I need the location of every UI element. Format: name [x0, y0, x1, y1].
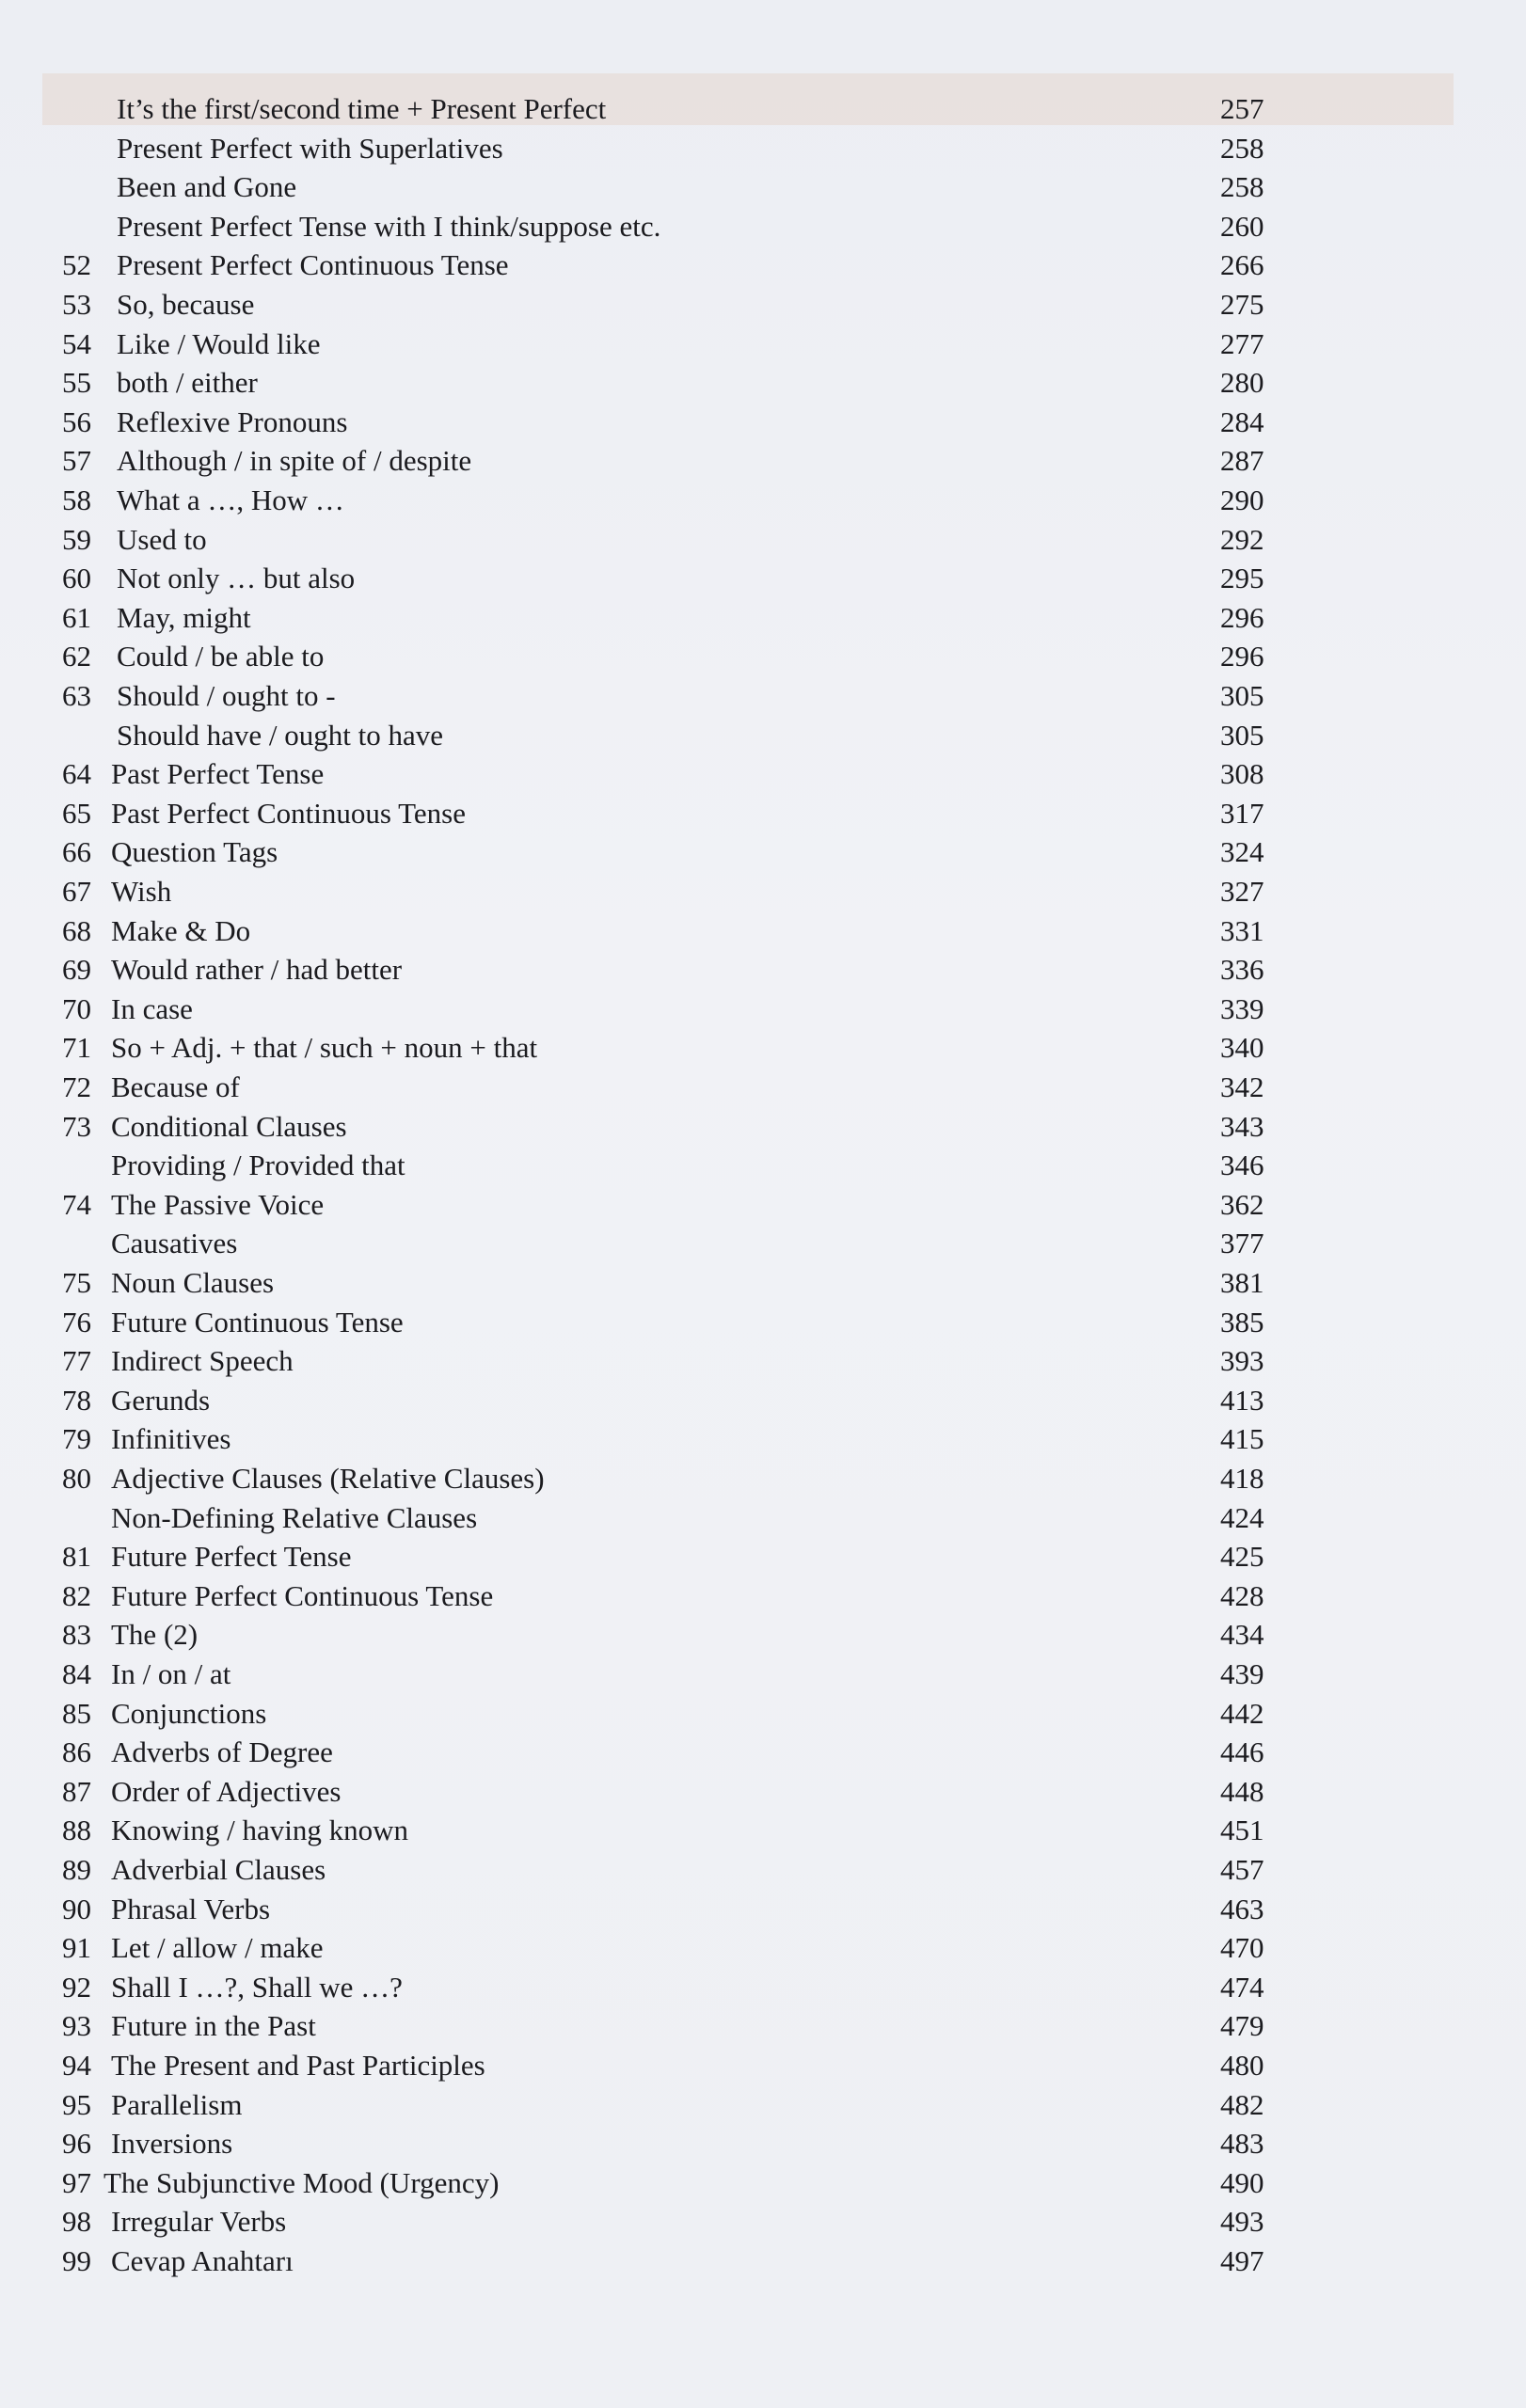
toc-entry-page-number: 480 [1220, 2049, 1264, 2082]
toc-entry-number: 84 [62, 1657, 91, 1690]
toc-entry-number: 68 [62, 913, 91, 947]
toc-entry-title: In / on / at [111, 1657, 231, 1690]
toc-entry [0, 990, 1526, 1029]
toc-entry [0, 1498, 1526, 1538]
toc-entry-page-number: 257 [1220, 92, 1264, 125]
toc-entry-page-number: 290 [1220, 483, 1264, 516]
toc-entry-page-number: 490 [1220, 2165, 1264, 2199]
toc-entry [0, 2085, 1526, 2125]
toc-entry-page-number: 448 [1220, 1774, 1264, 1808]
toc-entry-title: Let / allow / make [111, 1931, 324, 1965]
toc-entry-page-number: 340 [1220, 1031, 1264, 1065]
toc-entry-title: both / either [117, 366, 258, 400]
toc-entry-title: Phrasal Verbs [111, 1892, 271, 1925]
toc-entry-page-number: 260 [1220, 209, 1264, 243]
toc-entry-page-number: 446 [1220, 1735, 1264, 1769]
toc-entry-number: 86 [62, 1735, 91, 1769]
toc-entry [0, 832, 1526, 872]
toc-entry [0, 129, 1526, 168]
toc-entry-number: 65 [62, 796, 91, 830]
toc-entry-page-number: 258 [1220, 170, 1264, 204]
toc-entry-page-number: 331 [1220, 913, 1264, 947]
toc-entry-title: The Present and Past Participles [111, 2049, 485, 2082]
toc-entry-title: Past Perfect Continuous Tense [111, 796, 466, 830]
toc-entry-page-number: 428 [1220, 1578, 1264, 1612]
toc-entry-title: Could / be able to [117, 640, 325, 673]
toc-entry-page-number: 497 [1220, 2244, 1264, 2277]
toc-entry-title: Future in the Past [111, 2009, 316, 2043]
toc-entry-title: Reflexive Pronouns [117, 404, 348, 438]
toc-entry-title: Like / Would like [117, 326, 321, 360]
toc-entry-page-number: 305 [1220, 718, 1264, 752]
toc-entry-number: 67 [62, 875, 91, 908]
toc-entry-number: 52 [62, 248, 91, 282]
toc-entry-title: Not only … but also [117, 562, 356, 595]
toc-entry-title: Although / in spite of / despite [117, 444, 472, 478]
toc-entry [0, 285, 1526, 325]
toc-entry-title: Question Tags [111, 835, 278, 869]
toc-entry-title: Gerunds [111, 1383, 211, 1417]
toc-entry-page-number: 385 [1220, 1305, 1264, 1339]
toc-entry [0, 1850, 1526, 1890]
toc-entry-number: 73 [62, 1109, 91, 1143]
toc-entry-number: 91 [62, 1931, 91, 1965]
toc-entry-title: Future Perfect Continuous Tense [111, 1578, 494, 1612]
toc-entry-title: Adverbial Clauses [111, 1853, 326, 1886]
toc-entry-title: Make & Do [111, 913, 251, 947]
toc-entry [0, 1811, 1526, 1850]
toc-entry-page-number: 317 [1220, 796, 1264, 830]
toc-entry-title: The Passive Voice [111, 1187, 325, 1221]
toc-entry [0, 2163, 1526, 2203]
toc-entry [0, 1263, 1526, 1303]
toc-entry [0, 716, 1526, 755]
toc-entry-page-number: 287 [1220, 444, 1264, 478]
toc-entry-page-number: 377 [1220, 1227, 1264, 1260]
toc-entry-number: 88 [62, 1814, 91, 1847]
toc-entry-page-number: 451 [1220, 1814, 1264, 1847]
toc-entry [0, 598, 1526, 638]
toc-entry [0, 2124, 1526, 2163]
toc-entry-number: 62 [62, 640, 91, 673]
toc-entry-number: 82 [62, 1578, 91, 1612]
toc-entry-page-number: 296 [1220, 600, 1264, 634]
toc-entry-page-number: 336 [1220, 953, 1264, 987]
toc-entry [0, 481, 1526, 520]
toc-entry-title: Irregular Verbs [111, 2205, 287, 2239]
toc-entry-number: 92 [62, 1970, 91, 2004]
toc-entry-number: 94 [62, 2049, 91, 2082]
toc-entry-title: Indirect Speech [111, 1344, 294, 1378]
toc-entry [0, 520, 1526, 560]
toc-entry-number: 83 [62, 1618, 91, 1652]
toc-entry-number: 70 [62, 991, 91, 1025]
toc-entry [0, 2006, 1526, 2046]
toc-entry-number: 81 [62, 1540, 91, 1574]
toc-entry [0, 2242, 1526, 2281]
toc-entry-number: 61 [62, 600, 91, 634]
toc-entry [0, 950, 1526, 990]
toc-entry-page-number: 479 [1220, 2009, 1264, 2043]
toc-entry-title: Adverbs of Degree [111, 1735, 333, 1769]
toc-entry-title: Adjective Clauses (Relative Clauses) [111, 1462, 545, 1495]
toc-entry-title: Noun Clauses [111, 1266, 275, 1299]
toc-entry-page-number: 470 [1220, 1931, 1264, 1965]
toc-entry-number: 95 [62, 2087, 91, 2121]
toc-entry-page-number: 418 [1220, 1462, 1264, 1495]
toc-entry [0, 1537, 1526, 1576]
toc-entry-page-number: 413 [1220, 1383, 1264, 1417]
toc-entry [0, 207, 1526, 246]
toc-entry-title: Conjunctions [111, 1696, 267, 1730]
toc-entry-title: The Subjunctive Mood (Urgency) [103, 2165, 500, 2199]
toc-entry [0, 1185, 1526, 1225]
toc-entry-page-number: 296 [1220, 640, 1264, 673]
toc-entry-number: 96 [62, 2127, 91, 2161]
toc-entry-page-number: 415 [1220, 1422, 1264, 1456]
toc-entry [0, 676, 1526, 716]
toc-entry [0, 2046, 1526, 2085]
toc-entry-title: Causatives [111, 1227, 238, 1260]
toc-entry-page-number: 434 [1220, 1618, 1264, 1652]
toc-entry [0, 167, 1526, 207]
toc-entry-title: So, because [117, 288, 255, 321]
toc-entry-title: Present Perfect Tense with I think/suppose etc. [117, 209, 661, 243]
toc-entry-page-number: 324 [1220, 835, 1264, 869]
toc-entry [0, 1968, 1526, 2007]
toc-entry-number: 59 [62, 522, 91, 556]
toc-entry [0, 1615, 1526, 1655]
toc-entry-page-number: 474 [1220, 1970, 1264, 2004]
toc-entry [0, 1928, 1526, 1968]
toc-entry-title: Providing / Provided that [111, 1149, 405, 1182]
toc-entry-number: 64 [62, 757, 91, 791]
toc-entry-title: Because of [111, 1070, 240, 1103]
toc-entry-number: 72 [62, 1070, 91, 1103]
toc-entry-title: The (2) [111, 1618, 199, 1652]
toc-entry-title: Non-Defining Relative Clauses [111, 1500, 478, 1534]
toc-entry-page-number: 339 [1220, 991, 1264, 1025]
toc-entry-page-number: 425 [1220, 1540, 1264, 1574]
toc-entry-page-number: 482 [1220, 2087, 1264, 2121]
toc-entry-page-number: 266 [1220, 248, 1264, 282]
toc-entry-page-number: 493 [1220, 2205, 1264, 2239]
toc-entry [0, 1459, 1526, 1498]
toc-entry-page-number: 362 [1220, 1187, 1264, 1221]
toc-entry-number: 85 [62, 1696, 91, 1730]
toc-entry-title: Been and Gone [117, 170, 297, 204]
toc-entry [0, 1303, 1526, 1342]
toc-entry [0, 363, 1526, 403]
toc-entry [0, 1733, 1526, 1772]
toc-entry [0, 1341, 1526, 1381]
toc-entry-title: Parallelism [111, 2087, 243, 2121]
toc-entry-title: Wish [111, 875, 172, 908]
toc-entry [0, 325, 1526, 364]
toc-entry [0, 1772, 1526, 1812]
toc-entry-number: 78 [62, 1383, 91, 1417]
toc-entry-page-number: 284 [1220, 404, 1264, 438]
toc-entry-page-number: 292 [1220, 522, 1264, 556]
toc-entry-number: 79 [62, 1422, 91, 1456]
toc-entry [0, 794, 1526, 833]
toc-entry-number: 53 [62, 288, 91, 321]
toc-entry-title: Knowing / having known [111, 1814, 409, 1847]
toc-entry-number: 56 [62, 404, 91, 438]
toc-entry-number: 77 [62, 1344, 91, 1378]
toc-entry-title: So + Adj. + that / such + noun + that [111, 1031, 538, 1065]
toc-entry-number: 80 [62, 1462, 91, 1495]
toc-entry-title: Used to [117, 522, 207, 556]
toc-entry [0, 911, 1526, 951]
toc-entry [0, 1576, 1526, 1616]
toc-entry [0, 1107, 1526, 1147]
toc-entry [0, 1890, 1526, 1929]
toc-entry [0, 403, 1526, 442]
toc-entry [0, 1419, 1526, 1459]
toc-entry [0, 637, 1526, 676]
toc-entry-number: 63 [62, 679, 91, 712]
toc-entry-number: 93 [62, 2009, 91, 2043]
toc-entry-title: What a …, How … [117, 483, 344, 516]
toc-entry-title: Past Perfect Tense [111, 757, 325, 791]
toc-entry-page-number: 295 [1220, 562, 1264, 595]
toc-entry-number: 66 [62, 835, 91, 869]
toc-entry-title: It’s the first/second time + Present Perfect [117, 92, 607, 125]
toc-entry [0, 441, 1526, 481]
toc-entry-number: 97 [62, 2165, 91, 2199]
toc-entry-number: 87 [62, 1774, 91, 1808]
toc-entry-title: Would rather / had better [111, 953, 403, 987]
toc-entry-number: 55 [62, 366, 91, 400]
toc-entry-number: 69 [62, 953, 91, 987]
toc-entry-page-number: 342 [1220, 1070, 1264, 1103]
toc-entry-title: Cevap Anahtarı [111, 2244, 294, 2277]
toc-entry-number: 60 [62, 562, 91, 595]
toc-entry-page-number: 381 [1220, 1266, 1264, 1299]
toc-entry-page-number: 346 [1220, 1149, 1264, 1182]
toc-entry [0, 1655, 1526, 1694]
toc-entry-number: 74 [62, 1187, 91, 1221]
toc-entry-page-number: 393 [1220, 1344, 1264, 1378]
toc-entry [0, 754, 1526, 794]
toc-entry-page-number: 463 [1220, 1892, 1264, 1925]
toc-entry-number: 89 [62, 1853, 91, 1886]
toc-entry-page-number: 457 [1220, 1853, 1264, 1886]
toc-entry-number: 54 [62, 326, 91, 360]
toc-entry-page-number: 308 [1220, 757, 1264, 791]
toc-entry-page-number: 327 [1220, 875, 1264, 908]
toc-entry-page-number: 277 [1220, 326, 1264, 360]
toc-entry-title: Future Perfect Tense [111, 1540, 352, 1574]
toc-entry-number: 90 [62, 1892, 91, 1925]
toc-entry-title: Future Continuous Tense [111, 1305, 404, 1339]
toc-entry-title: Infinitives [111, 1422, 231, 1456]
toc-entry [0, 246, 1526, 285]
toc-entry-page-number: 280 [1220, 366, 1264, 400]
toc-entry [0, 1028, 1526, 1068]
toc-entry [0, 1068, 1526, 1107]
toc-entry-page-number: 442 [1220, 1696, 1264, 1730]
toc-entry [0, 1694, 1526, 1734]
toc-entry [0, 559, 1526, 598]
toc-entry [0, 89, 1526, 129]
toc-entry-title: May, might [117, 600, 251, 634]
toc-entry-page-number: 258 [1220, 131, 1264, 165]
toc-entry-title: Conditional Clauses [111, 1109, 347, 1143]
toc-entry-number: 58 [62, 483, 91, 516]
toc-entry-number: 76 [62, 1305, 91, 1339]
toc-entry-title: Should have / ought to have [117, 718, 443, 752]
toc-entry-page-number: 439 [1220, 1657, 1264, 1690]
toc-entry-title: Inversions [111, 2127, 233, 2161]
toc-entry-page-number: 424 [1220, 1500, 1264, 1534]
toc-entry [0, 1381, 1526, 1420]
toc-entry-title: Present Perfect Continuous Tense [117, 248, 509, 282]
toc-entry-title: In case [111, 991, 193, 1025]
toc-entry-number: 71 [62, 1031, 91, 1065]
toc-entry [0, 872, 1526, 911]
toc-entry-number: 98 [62, 2205, 91, 2239]
toc-entry-title: Order of Adjectives [111, 1774, 342, 1808]
toc-entry [0, 1146, 1526, 1185]
toc-entry-page-number: 483 [1220, 2127, 1264, 2161]
toc-entry-page-number: 275 [1220, 288, 1264, 321]
toc-entry-title: Present Perfect with Superlatives [117, 131, 503, 165]
toc-entry-title: Should / ought to - [117, 679, 336, 712]
toc-entry-title: Shall I …?, Shall we …? [111, 1970, 403, 2004]
toc-entry-page-number: 343 [1220, 1109, 1264, 1143]
toc-entry-page-number: 305 [1220, 679, 1264, 712]
toc-entry-number: 57 [62, 444, 91, 478]
toc-entry [0, 1224, 1526, 1263]
toc-entry-number: 75 [62, 1266, 91, 1299]
toc-entry-number: 99 [62, 2244, 91, 2277]
toc-entry [0, 2202, 1526, 2242]
